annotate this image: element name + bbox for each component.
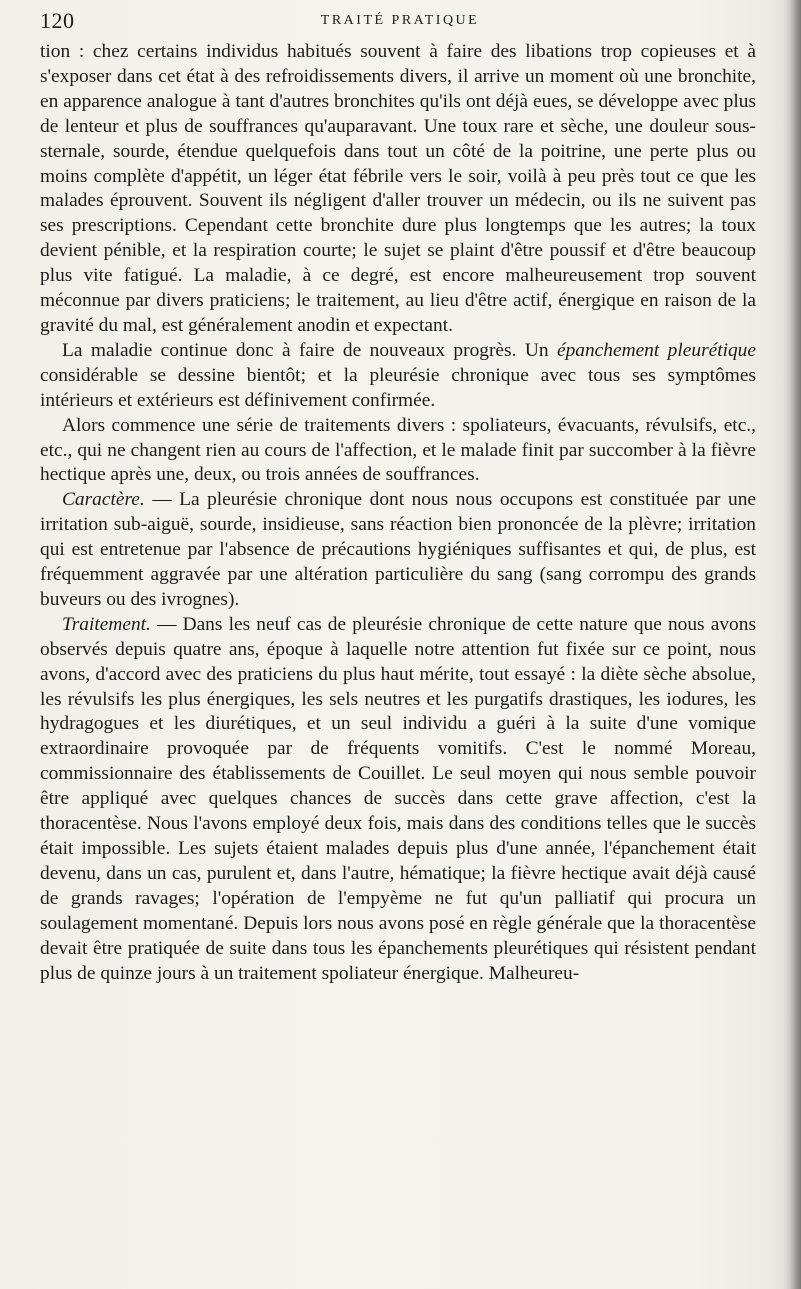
paragraph-text: — Dans les neuf cas de pleurésie chronique de cette nature que nous avons observés depuis quatre ans, époque à laquelle notre attention fut fixée sur ce point, nous avons, d'accord avec des praticiens du plus haut mérite, tout essayé : la diète sèche absolue, les révulsifs les plus énergiques, les sels neutres et les purgatifs drastiques, les iodures, les hydragogues et les diurétiques, et un seul individu a guéri à la suite d'une vomique extraordinaire provoquée par de fréquents vomitifs. C'est le nommé Moreau, commissionnaire des établissements de Couillet. Le seul moyen qui nous semble pouvoir être appliqué avec quelques chances de succès dans cette grave affection, c'est la thoracentèse. Nous l'avons employé deux fois, mais dans des conditions telles que le succès était impossible. Les sujets étaient malades depuis plus d'une année, l'épanchement était devenu, dans un cas, purulent et, dans l'autre, hématique; la fièvre hectique avait déjà causé de grands ravages; l'opération de l'empyème ne fut qu'un palliatif qui procura un soulagement momentané. Depuis lors nous avons posé en règle générale que la thoracentèse devait être pratiquée de suite dans tous les épanchements pleurétiques qui résistent pendant plus de quinze jours à un traitement spoliateur énergique. Malheureu- (40, 613, 756, 984)
running-title: TRAITÉ PRATIQUE (320, 13, 480, 28)
section-heading-traitement: Traitement. (62, 613, 151, 635)
paragraph-traitements-divers (40, 414, 756, 489)
paragraph-epanchement (40, 339, 756, 414)
emphasized-term: épanchement pleurétique (556, 339, 756, 361)
paragraph-text: Alors commence une série de traitements divers : spoliateurs, évacuants, révulsifs, etc., etc., qui ne changent rien au cours de l'affection, et le malade finit par succomber à la fièvre hectique après une, deux, ou trois années de souffrances. (40, 414, 756, 486)
paragraph-caractere (40, 488, 756, 613)
page-number: 120 (40, 8, 75, 33)
paragraph-traitement (40, 613, 756, 987)
paragraph-continuation (40, 40, 756, 339)
paragraph-text: tion : chez certains individus habitués souvent à faire des libations trop copieuses et à s'exposer dans cet état à des refroidissements divers, il arrive un moment où une bronchite, en apparence analogue à tant d'autres bronchites qu'ils ont déjà eues, se développe avec plus de lenteur et plus de souffrances qu'auparavant. Une toux rare et sèche, une douleur sous-sternale, sourde, étendue quelquefois dans tout un côté de la poitrine, une perte plus ou moins complète d'appétit, un léger état fébrile vers le soir, voilà à peu près tout ce que les malades éprouvent. Souvent ils négligent d'aller trouver un médecin, ou ils ne suivent pas ses prescriptions. Cependant cette bronchite dure plus longtemps que les autres; la toux devient pénible, et la respiration courte; le sujet se plaint d'être poussif et d'être beaucoup plus vite fatigué. La maladie, à ce degré, est encore malheureusement trop souvent méconnue par divers praticiens; le traitement, au lieu d'être actif, énergique en raison de la gravité du mal, est généralement anodin et expectant. (40, 41, 756, 336)
page-binding-shadow (783, 0, 801, 1289)
page-header (40, 8, 760, 38)
paragraph-text-end: considérable se dessine bientôt; et la pleurésie chronique avec tous ses symptômes intérieurs et extérieurs est définivement confirmée. (40, 364, 756, 411)
paragraph-text: — La pleurésie chronique dont nous nous occupons est constituée par une irritation sub-aiguë, sourde, insidieuse, sans réaction bien prononcée de la plèvre; irritation qui est entretenue par l'absence de précautions hygiéniques suffisantes et qui, de plus, est fréquemment aggravée par une altération particulière du sang (sang corrompu des grands buveurs ou des ivrognes). (40, 489, 756, 610)
paragraph-text-start: La maladie continue donc à faire de nouveaux progrès. Un (62, 339, 557, 361)
body-text (40, 40, 756, 986)
section-heading-caractere: Caractère. (62, 489, 145, 511)
